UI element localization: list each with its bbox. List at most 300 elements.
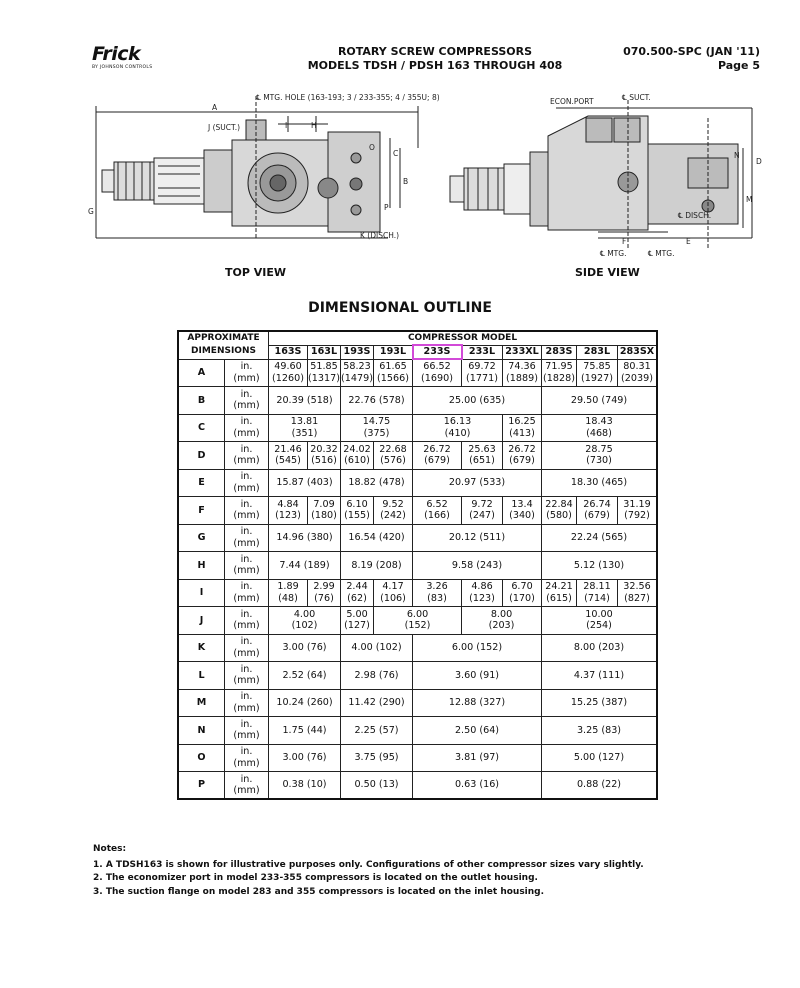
cell-value: 15.25 (387) <box>570 697 628 708</box>
model-header-233xl: 233XL <box>503 345 542 359</box>
unit-in: in. <box>240 443 253 455</box>
model-header-163l: 163L <box>308 345 341 359</box>
unit-mm: (mm) <box>233 427 260 439</box>
table-cell <box>341 497 374 525</box>
unit-mm: (mm) <box>233 537 260 549</box>
model-header-233s: 233S <box>413 345 462 359</box>
unit-in: in. <box>240 608 253 620</box>
cell-value: 6.52 <box>426 498 448 510</box>
cell-value: 6.00 <box>406 608 429 620</box>
table-cell <box>542 717 658 745</box>
cell-value: 9.72 <box>471 498 493 510</box>
model-header-233l: 233L <box>462 345 503 359</box>
unit-mm: (mm) <box>233 620 260 632</box>
table-cell <box>413 634 542 662</box>
cell-value-mm: (2039) <box>621 372 653 384</box>
cell-value: 74.36 <box>508 361 536 373</box>
table-cell <box>341 524 413 552</box>
callout-f: F <box>622 237 627 246</box>
cell-value-mm: (410) <box>444 427 471 439</box>
cell-value: 20.32 <box>310 443 338 455</box>
top-view-drawing <box>96 96 418 238</box>
cell-value: 4.86 <box>471 581 493 593</box>
model-header-283s: 283S <box>542 345 577 359</box>
table-row <box>178 359 657 387</box>
table-row <box>178 689 657 717</box>
cell-value: 3.26 <box>426 581 448 593</box>
table-cell <box>413 469 542 497</box>
callout-a: A <box>212 103 218 112</box>
note-number: 1. <box>93 859 103 870</box>
compressor-model-label: COMPRESSOR MODEL <box>269 331 658 345</box>
document-title <box>290 45 580 73</box>
cell-value-mm: (827) <box>624 592 650 604</box>
table-cell <box>542 634 658 662</box>
cell-value: 61.65 <box>379 361 407 373</box>
page-number: Page 5 <box>717 59 760 72</box>
cell-value: 10.00 <box>585 608 613 620</box>
unit-mm: (mm) <box>233 372 260 384</box>
cell-value: 25.00 (635) <box>448 394 506 406</box>
callout-g: G <box>88 207 94 216</box>
cell-value: 1.89 <box>277 581 299 593</box>
table-cell <box>269 359 308 387</box>
callout-e: E <box>686 237 691 246</box>
cell-value-mm: (1690) <box>421 372 453 384</box>
cell-value: 13.81 <box>290 416 319 428</box>
table-row <box>178 744 657 772</box>
cell-value-mm: (155) <box>344 510 370 522</box>
cell-value: 15.87 (403) <box>276 477 333 488</box>
table-cell <box>462 607 542 635</box>
cell-value: 9.58 (243) <box>451 559 503 571</box>
unit-mm: (mm) <box>233 675 260 687</box>
cell-value-mm: (123) <box>275 510 301 522</box>
table-row <box>178 607 657 635</box>
dimensional-outline-table <box>177 330 658 800</box>
unit-in: in. <box>240 416 253 428</box>
table-row <box>178 497 657 525</box>
table-cell <box>341 634 413 662</box>
cell-value: 18.82 (478) <box>348 477 405 488</box>
callout-mtg-hole: ℄ MTG. HOLE (163-193; 3 / 233-355; 4 / 355U; 8) <box>256 93 440 102</box>
table-cell <box>269 744 341 772</box>
cell-value-mm: (545) <box>275 455 301 467</box>
cell-value: 11.42 (290) <box>348 697 405 708</box>
note-text: A TDSH163 is shown for illustrative purposes only. Configurations of other compressor sizes vary slightly. <box>105 859 644 870</box>
cell-value-mm: (83) <box>427 592 447 604</box>
table-cell <box>503 359 542 387</box>
cell-value: 16.54 (420) <box>348 532 405 543</box>
unit-in: in. <box>240 636 253 648</box>
table-cell <box>341 689 413 717</box>
note-text: The suction flange on model 283 and 355 compressors is located on the inlet housing. <box>105 886 545 897</box>
logo-subtitle: BY JOHNSON CONTROLS <box>92 65 153 70</box>
table-cell <box>341 442 374 470</box>
frick-logo <box>92 44 154 70</box>
table-cell <box>413 442 462 470</box>
cell-value: 58.23 <box>343 361 371 373</box>
cell-value: 2.52 (64) <box>282 669 327 681</box>
cell-value-mm: (375) <box>363 427 390 439</box>
callout-b: B <box>403 177 409 186</box>
dimensions-label: DIMENSIONS <box>178 345 269 359</box>
table-cell <box>462 579 503 607</box>
top-view-label: TOP VIEW <box>225 266 286 279</box>
table-cell <box>577 497 618 525</box>
cell-value-mm: (516) <box>311 455 337 467</box>
cell-value: 8.00 (203) <box>573 642 625 653</box>
unit-in: in. <box>240 526 253 538</box>
table-cell <box>413 744 542 772</box>
side-view-label: SIDE VIEW <box>575 266 640 279</box>
cell-value: 22.24 (565) <box>570 532 628 543</box>
note-item <box>93 859 644 873</box>
cell-value-mm: (580) <box>546 510 572 522</box>
cell-value: 20.97 (533) <box>448 477 506 488</box>
table-cell <box>341 744 413 772</box>
unit-label <box>225 579 269 607</box>
cell-value-mm: (730) <box>586 455 612 467</box>
cell-value-mm: (1260) <box>272 372 304 384</box>
cell-value-mm: (170) <box>509 592 535 604</box>
table-cell <box>542 524 658 552</box>
table-cell <box>341 469 413 497</box>
cell-value: 4.84 <box>277 498 299 510</box>
unit-in: in. <box>240 471 253 483</box>
table-cell <box>269 607 341 635</box>
unit-in: in. <box>240 361 253 373</box>
callout-c: C <box>393 149 399 158</box>
note-text: The economizer port in model 233-355 compressors is located on the outlet housing. <box>105 873 538 883</box>
table-title: DIMENSIONAL OUTLINE <box>308 300 492 316</box>
cell-value-mm: (610) <box>344 455 370 467</box>
cell-value: 51.85 <box>310 361 338 373</box>
table-row <box>178 552 657 580</box>
table-cell <box>341 772 413 800</box>
cell-value-mm: (123) <box>469 592 495 604</box>
cell-value-mm: (1889) <box>506 372 538 384</box>
cell-value-mm: (48) <box>278 592 298 604</box>
table-cell <box>269 524 341 552</box>
cell-value: 10.24 (260) <box>276 697 333 708</box>
table-row <box>178 717 657 745</box>
unit-mm: (mm) <box>233 702 260 714</box>
callout-d: D <box>756 157 762 166</box>
cell-value: 5.12 (130) <box>573 559 625 571</box>
cell-value-mm: (106) <box>380 592 406 604</box>
cell-value: 3.00 (76) <box>282 752 327 763</box>
dimension-label-l: L <box>178 662 225 690</box>
cell-value-mm: (1828) <box>543 372 575 384</box>
cell-value: 24.21 <box>545 581 573 593</box>
table-header-row <box>178 331 657 345</box>
cell-value: 2.25 (57) <box>354 724 399 736</box>
table-cell <box>542 414 658 442</box>
model-header-283sx: 283SX <box>618 345 658 359</box>
note-number: 2. <box>93 873 103 883</box>
cell-value-mm: (615) <box>546 592 572 604</box>
table-cell <box>462 442 503 470</box>
cell-value-mm: (1566) <box>377 372 409 384</box>
cell-value-mm: (468) <box>586 427 612 439</box>
dimension-label-k: K <box>178 634 225 662</box>
callout-suct: ℄ SUCT. <box>622 93 651 102</box>
table-cell <box>341 579 374 607</box>
model-header-283l: 283L <box>577 345 618 359</box>
dimension-label-f: F <box>178 497 225 525</box>
table-cell <box>341 662 413 690</box>
unit-label <box>225 552 269 580</box>
cell-value-mm: (679) <box>424 455 450 467</box>
dimension-label-n: N <box>178 717 225 745</box>
table-cell <box>269 387 341 415</box>
note-item <box>93 886 644 900</box>
cell-value: 16.25 <box>508 416 536 428</box>
cell-value: 0.63 (16) <box>454 779 500 791</box>
cell-value: 18.30 (465) <box>570 477 628 488</box>
cell-value: 4.17 <box>382 581 404 593</box>
dimension-label-i: I <box>178 579 225 607</box>
callout-p: P <box>384 203 389 212</box>
title-line-1: ROTARY SCREW COMPRESSORS <box>337 45 533 58</box>
cell-value-mm: (152) <box>404 620 431 632</box>
callout-o: O <box>369 143 375 152</box>
cell-value: 80.31 <box>623 361 651 373</box>
table-cell <box>374 497 413 525</box>
table-cell <box>308 497 341 525</box>
table-cell <box>341 414 413 442</box>
cell-value: 1.75 (44) <box>282 724 327 736</box>
table-row <box>178 469 657 497</box>
cell-value: 4.00 <box>293 608 316 620</box>
cell-value-mm: (679) <box>584 510 610 522</box>
approximate-label: APPROXIMATE <box>178 331 269 345</box>
unit-in: in. <box>240 553 253 565</box>
unit-in: in. <box>240 663 253 675</box>
cell-value: 66.52 <box>423 361 451 373</box>
cell-value: 22.76 (578) <box>348 394 405 406</box>
table-cell <box>374 579 413 607</box>
table-cell <box>269 717 341 745</box>
unit-mm: (mm) <box>233 455 260 467</box>
table-cell <box>413 414 503 442</box>
cell-value-mm: (254) <box>586 620 612 632</box>
document-ref <box>623 45 760 73</box>
table-cell <box>618 497 658 525</box>
table-cell <box>542 387 658 415</box>
table-cell <box>269 579 308 607</box>
unit-label <box>225 717 269 745</box>
table-cell <box>308 359 341 387</box>
dimension-label-j: J <box>178 607 225 635</box>
table-row <box>178 524 657 552</box>
table-cell <box>374 442 413 470</box>
side-view-drawing <box>450 100 752 248</box>
unit-in: in. <box>240 498 253 510</box>
callout-i: I <box>285 121 288 130</box>
dimension-label-g: G <box>178 524 225 552</box>
callout-econ-port: ECON.PORT <box>550 97 594 106</box>
model-header-193s: 193S <box>341 345 374 359</box>
cell-value-mm: (413) <box>509 427 535 439</box>
dimension-label-m: M <box>178 689 225 717</box>
cell-value: 22.68 <box>379 443 407 455</box>
cell-value: 0.50 (13) <box>354 779 399 791</box>
unit-label <box>225 689 269 717</box>
cell-value: 14.75 <box>362 416 391 428</box>
cell-value-mm: (247) <box>469 510 495 522</box>
unit-mm: (mm) <box>233 647 260 659</box>
cell-value: 20.12 (511) <box>448 532 506 543</box>
unit-mm: (mm) <box>233 400 260 412</box>
table-cell <box>413 524 542 552</box>
unit-in: in. <box>240 388 253 400</box>
notes <box>93 843 644 899</box>
table-cell <box>269 634 341 662</box>
table-cell <box>542 497 577 525</box>
table-cell <box>542 442 658 470</box>
doc-number: 070.500-SPC (JAN '11) <box>623 45 760 58</box>
unit-label <box>225 662 269 690</box>
dimension-label-h: H <box>178 552 225 580</box>
cell-value: 6.10 <box>346 498 368 510</box>
table-cell <box>269 689 341 717</box>
table-cell <box>269 772 341 800</box>
unit-mm: (mm) <box>233 482 260 494</box>
cell-value-mm: (1927) <box>581 372 613 384</box>
unit-mm: (mm) <box>233 730 260 742</box>
table-row <box>178 442 657 470</box>
table-cell <box>413 497 462 525</box>
unit-label <box>225 772 269 800</box>
cell-value-mm: (76) <box>314 592 334 604</box>
cell-value: 24.02 <box>343 443 371 455</box>
callout-j-suct: J (SUCT.) <box>208 123 241 132</box>
cell-value: 8.00 <box>490 608 513 620</box>
cell-value: 25.63 <box>468 443 496 455</box>
cell-value: 4.37 (111) <box>573 669 625 681</box>
unit-mm: (mm) <box>233 592 260 604</box>
table-row <box>178 579 657 607</box>
cell-value: 28.11 <box>583 581 611 593</box>
table-cell <box>413 359 462 387</box>
unit-in: in. <box>240 691 253 703</box>
note-item <box>93 872 644 886</box>
table-cell <box>341 359 374 387</box>
cell-value: 9.52 <box>382 498 404 510</box>
cell-value: 2.99 <box>313 581 335 593</box>
unit-mm: (mm) <box>233 565 260 577</box>
dimension-label-e: E <box>178 469 225 497</box>
table-cell <box>413 662 542 690</box>
table-cell <box>269 469 341 497</box>
unit-label <box>225 442 269 470</box>
compressor-drawings <box>88 88 778 260</box>
dimension-label-o: O <box>178 744 225 772</box>
unit-label <box>225 524 269 552</box>
table-cell <box>542 359 577 387</box>
table-cell <box>618 359 658 387</box>
cell-value: 71.95 <box>545 361 573 373</box>
unit-label <box>225 497 269 525</box>
cell-value-mm: (180) <box>311 510 337 522</box>
cell-value: 22.84 <box>545 498 573 510</box>
dimension-label-c: C <box>178 414 225 442</box>
table-cell <box>542 689 658 717</box>
table-cell <box>413 772 542 800</box>
table-cell <box>462 497 503 525</box>
cell-value: 7.09 <box>313 498 335 510</box>
cell-value: 49.60 <box>274 361 302 373</box>
table-cell <box>542 469 658 497</box>
cell-value: 20.39 (518) <box>276 394 333 406</box>
cell-value-mm: (62) <box>347 592 367 604</box>
table-cell <box>503 414 542 442</box>
callout-k-disch: K (DISCH.) <box>360 231 400 240</box>
cell-value: 16.13 <box>443 416 472 428</box>
unit-label <box>225 387 269 415</box>
dimension-label-p: P <box>178 772 225 800</box>
cell-value-mm: (576) <box>380 455 406 467</box>
note-number: 3. <box>93 886 103 897</box>
cell-value: 31.19 <box>623 498 651 510</box>
cell-value-mm: (351) <box>291 427 318 439</box>
cell-value: 3.81 (97) <box>454 752 500 763</box>
table-cell <box>413 552 542 580</box>
cell-value-mm: (166) <box>424 510 450 522</box>
cell-value: 3.25 (83) <box>576 724 622 736</box>
unit-label <box>225 744 269 772</box>
callout-disch: ℄ DISCH. <box>678 211 712 220</box>
table-cell <box>542 607 658 635</box>
cell-value-mm: (340) <box>509 510 535 522</box>
cell-value-mm: (203) <box>488 620 515 632</box>
unit-label <box>225 634 269 662</box>
table-cell <box>374 607 462 635</box>
model-header-163s: 163S <box>269 345 308 359</box>
cell-value: 2.44 <box>346 581 368 593</box>
cell-value: 13.4 <box>511 498 533 510</box>
cell-value: 5.00 (127) <box>573 752 625 763</box>
cell-value: 3.00 (76) <box>282 642 327 653</box>
table-cell <box>341 552 413 580</box>
dimension-label-a: A <box>178 359 225 387</box>
unit-mm: (mm) <box>233 785 260 796</box>
table-cell <box>269 414 341 442</box>
cell-value: 26.72 <box>423 443 451 455</box>
cell-value-mm: (242) <box>380 510 406 522</box>
table-row <box>178 414 657 442</box>
unit-in: in. <box>240 581 253 593</box>
callout-mtg-1: ℄ MTG. <box>600 249 627 258</box>
table-cell <box>269 497 308 525</box>
table-cell <box>618 579 658 607</box>
table-cell <box>269 662 341 690</box>
table-row <box>178 662 657 690</box>
cell-value-mm: (1479) <box>341 372 373 384</box>
table-cell <box>374 359 413 387</box>
cell-value-mm: (1771) <box>466 372 498 384</box>
table-cell <box>462 359 503 387</box>
table-cell <box>503 497 542 525</box>
model-header-193l: 193L <box>374 345 413 359</box>
cell-value: 6.70 <box>511 581 533 593</box>
cell-value-mm: (679) <box>509 455 535 467</box>
table-row <box>178 634 657 662</box>
table-row <box>178 387 657 415</box>
cell-value-mm: (127) <box>344 620 370 632</box>
